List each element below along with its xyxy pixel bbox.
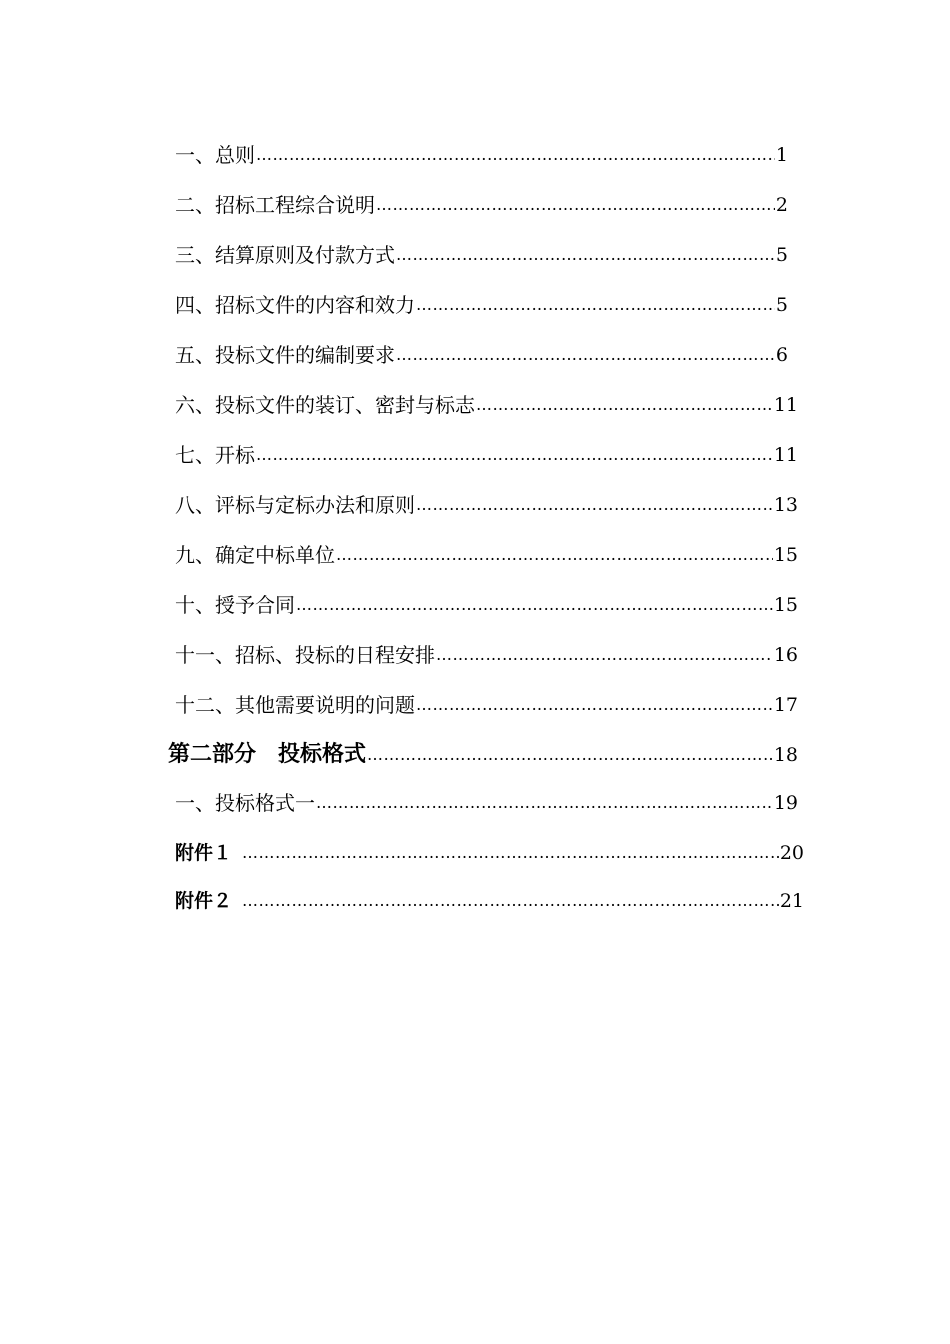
toc-entry[interactable]	[175, 437, 798, 467]
toc-entry-label: 八、评标与定标办法和原则	[175, 493, 415, 517]
toc-entry-label: 四、招标文件的内容和效力	[175, 293, 415, 317]
toc-leader-dots	[256, 143, 775, 167]
toc-appendix-label: 附件１	[175, 842, 233, 864]
toc-entry-label: 一、总则	[175, 143, 255, 167]
toc-entry-label: 五、投标文件的编制要求	[175, 343, 395, 367]
toc-leader-dots	[376, 193, 775, 217]
toc-entry-page: 18	[773, 744, 798, 766]
toc-entry[interactable]	[175, 387, 798, 417]
toc-entry[interactable]	[175, 187, 788, 217]
toc-entry[interactable]	[175, 137, 788, 167]
toc-appendix-entry[interactable]	[175, 835, 804, 865]
toc-entry-page: 2	[775, 194, 788, 216]
toc-leader-dots	[316, 791, 773, 815]
toc-entry-page: 5	[775, 244, 788, 266]
toc-entry-page: 20	[779, 842, 804, 864]
toc-section-entry[interactable]	[168, 735, 798, 767]
toc-entry-label: 六、投标文件的装订、密封与标志	[175, 393, 475, 417]
toc-entry-page: 15	[773, 544, 798, 566]
toc-entry[interactable]	[175, 587, 798, 617]
toc-entry[interactable]	[175, 337, 788, 367]
toc-entry-label: 十一、招标、投标的日程安排	[175, 643, 435, 667]
toc-leader-dots	[296, 593, 773, 617]
toc-entry-label: 三、结算原则及付款方式	[175, 243, 395, 267]
toc-leader-dots	[416, 693, 773, 717]
toc-appendix-entry[interactable]	[175, 883, 804, 913]
toc-appendix-label: 附件２	[175, 890, 233, 912]
toc-entry-page: 5	[775, 294, 788, 316]
toc-leader-dots	[242, 889, 779, 913]
toc-entry-label: 七、开标	[175, 443, 255, 467]
toc-entry-page: 6	[775, 344, 788, 366]
toc-entry-label: 九、确定中标单位	[175, 543, 335, 567]
toc-entry-label: 十二、其他需要说明的问题	[175, 693, 415, 717]
toc-leader-dots	[367, 743, 773, 767]
toc-entry[interactable]	[175, 237, 788, 267]
toc-entry[interactable]	[175, 537, 798, 567]
toc-entry[interactable]	[175, 637, 798, 667]
toc-entry-page: 19	[773, 792, 798, 814]
toc-entry-page: 1	[775, 144, 788, 166]
toc-leader-dots	[476, 393, 773, 417]
toc-leader-dots	[336, 543, 773, 567]
toc-entry-page: 15	[773, 594, 798, 616]
toc-section-label: 第二部分 投标格式	[168, 742, 367, 767]
toc-entry[interactable]	[175, 687, 798, 717]
toc-entry[interactable]	[175, 785, 798, 815]
toc-leader-dots	[416, 293, 775, 317]
toc-leader-dots	[416, 493, 773, 517]
toc-entry-page: 11	[773, 394, 798, 416]
toc-leader-dots	[436, 643, 773, 667]
toc-entry-page: 16	[773, 644, 798, 666]
toc-entry-label: 二、招标工程综合说明	[175, 193, 375, 217]
toc-entry[interactable]	[175, 287, 788, 317]
toc-entry-label: 十、授予合同	[175, 593, 295, 617]
toc-entry-page: 11	[773, 444, 798, 466]
toc-entry-label: 一、投标格式一	[175, 791, 315, 815]
toc-leader-dots	[396, 343, 775, 367]
toc-leader-dots	[256, 443, 773, 467]
toc-entry-page: 21	[779, 890, 804, 912]
toc-entry-page: 13	[773, 494, 798, 516]
toc-leader-dots	[242, 841, 779, 865]
toc-entry-page: 17	[773, 694, 798, 716]
toc-entry[interactable]	[175, 487, 798, 517]
toc-leader-dots	[396, 243, 775, 267]
